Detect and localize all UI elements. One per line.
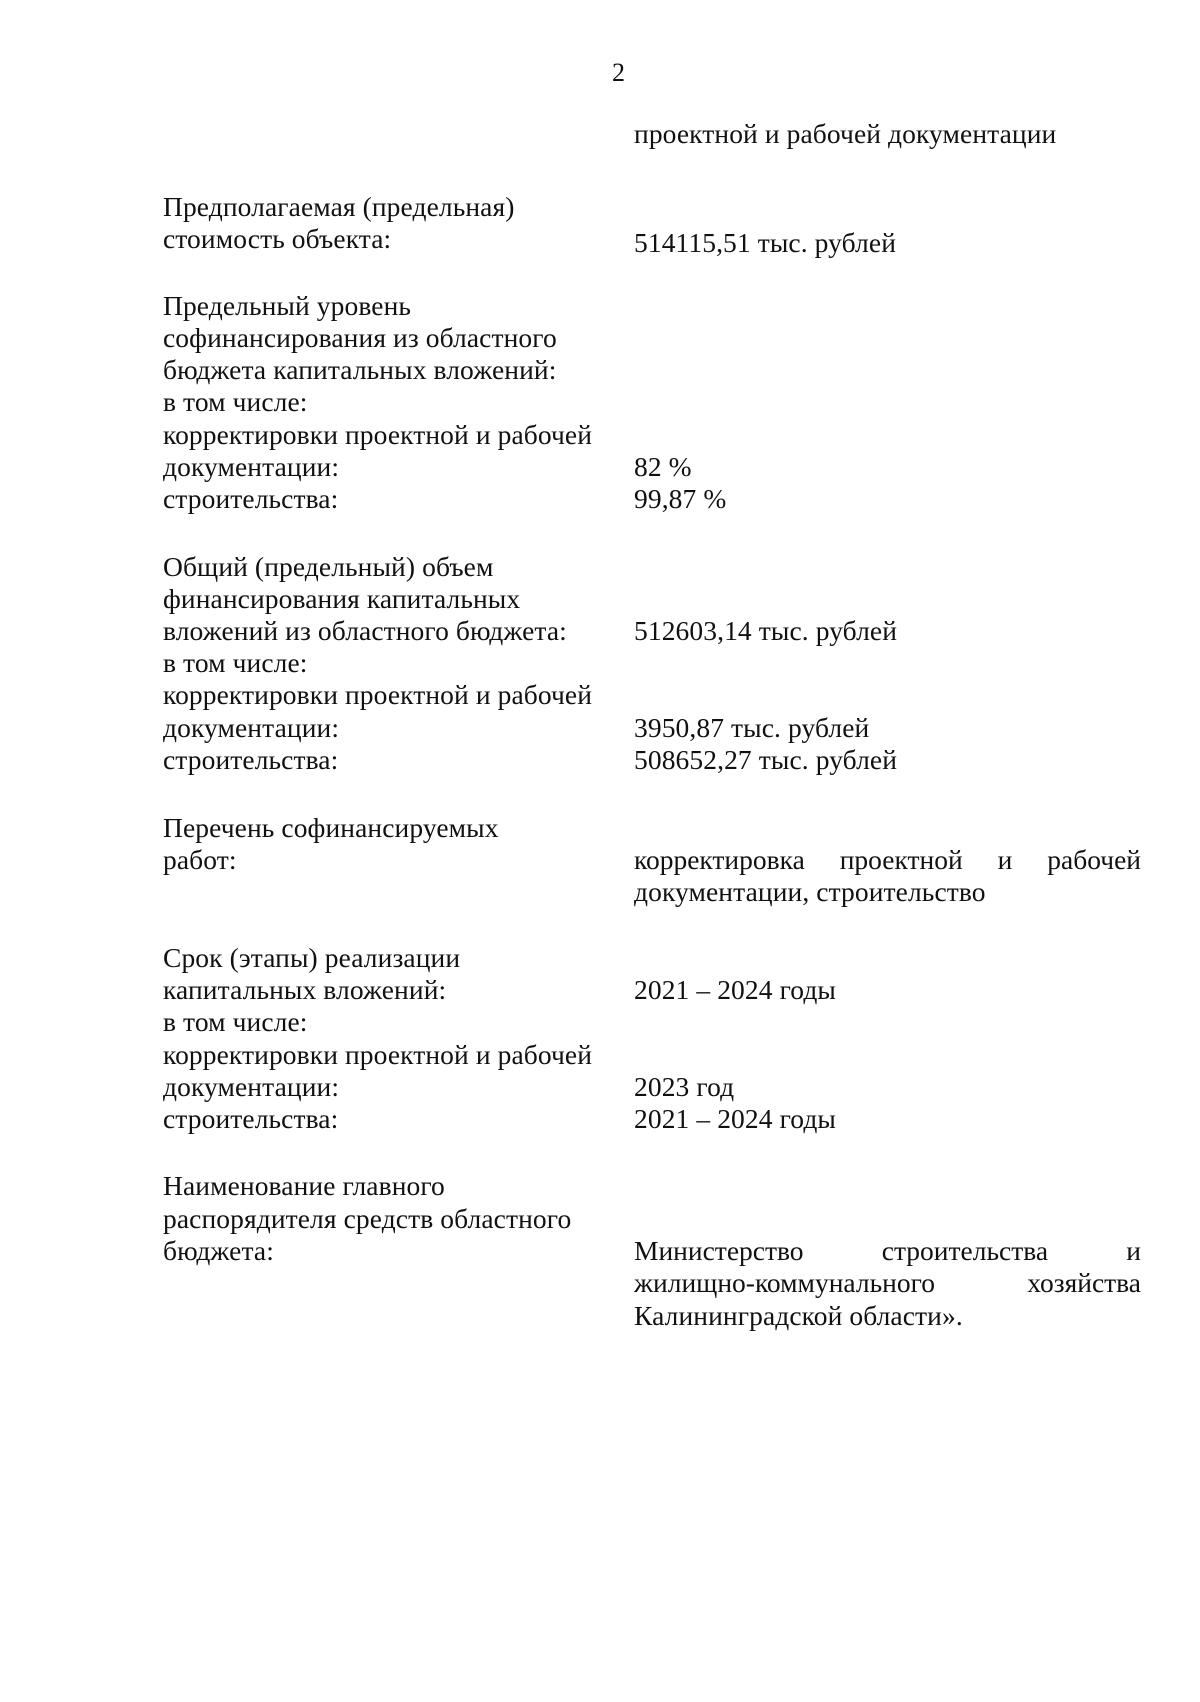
- manager-value-line-2: [634, 1267, 1141, 1299]
- terms-label-4: корректировки проектной и рабочей: [163, 1039, 593, 1070]
- manager-value-line-1: [634, 1235, 1141, 1267]
- fin-value-docs: 3950,87 тыс. рублей: [634, 712, 870, 743]
- terms-value-construction: 2021 – 2024 годы: [634, 1103, 836, 1134]
- works-value-line-1: [634, 844, 1141, 876]
- manager-label-2: распорядителя средств областного: [163, 1203, 572, 1234]
- works-word-2: проектной: [839, 844, 963, 875]
- fin-label-6: документации:: [163, 712, 340, 743]
- fin-label-5: корректировки проектной и рабочей: [163, 679, 593, 710]
- works-word-3: и: [997, 844, 1013, 875]
- cofin-label-7: строительства:: [163, 483, 339, 514]
- cofin-label-2: софинансирования из областного: [163, 322, 557, 353]
- fin-label-4: в том числе:: [163, 647, 308, 678]
- cofin-value-docs: 82 %: [634, 451, 692, 482]
- fin-value-construction: 508652,27 тыс. рублей: [634, 744, 898, 775]
- manager-label-3: бюджета:: [163, 1235, 274, 1266]
- cofin-label-1: Предельный уровень: [163, 290, 412, 321]
- works-value-line-2: документации, строительство: [634, 876, 986, 907]
- continuation-text: проектной и рабочей документации: [634, 118, 1057, 149]
- manager-word-3: и: [1126, 1235, 1141, 1266]
- fin-label-3: вложений из областного бюджета:: [163, 615, 567, 646]
- cofin-label-4: в том числе:: [163, 386, 308, 417]
- cofin-label-5: корректировки проектной и рабочей: [163, 419, 593, 450]
- works-label-2: работ:: [163, 844, 237, 875]
- works-label-1: Перечень софинансируемых: [163, 812, 499, 843]
- fin-label-1: Общий (предельный) объем: [163, 551, 494, 582]
- manager-word-2: строительства: [881, 1235, 1049, 1266]
- terms-label-5: документации:: [163, 1071, 340, 1102]
- manager-word-5: хозяйства: [1027, 1267, 1141, 1298]
- works-word-4: рабочей: [1047, 844, 1141, 875]
- terms-value-total: 2021 – 2024 годы: [634, 974, 836, 1005]
- cost-value: 514115,51 тыс. рублей: [634, 227, 897, 258]
- works-word-1: корректировка: [634, 844, 805, 875]
- fin-label-7: строительства:: [163, 744, 339, 775]
- page-number: 2: [612, 58, 625, 87]
- terms-label-1: Срок (этапы) реализации: [163, 942, 461, 973]
- manager-word-1: Министерство: [634, 1235, 804, 1266]
- fin-label-2: финансирования капитальных: [163, 583, 521, 614]
- terms-label-6: строительства:: [163, 1103, 339, 1134]
- cofin-value-construction: 99,87 %: [634, 483, 727, 514]
- cost-label-1: Предполагаемая (предельная): [163, 191, 515, 222]
- terms-label-3: в том числе:: [163, 1006, 308, 1037]
- terms-value-docs: 2023 год: [634, 1071, 735, 1102]
- cofin-label-3: бюджета капитальных вложений:: [163, 354, 557, 385]
- fin-value-total: 512603,14 тыс. рублей: [634, 615, 898, 646]
- cofin-label-6: документации:: [163, 451, 340, 482]
- manager-label-1: Наименование главного: [163, 1170, 445, 1201]
- manager-word-4: жилищно-коммунального: [634, 1267, 935, 1298]
- manager-value-line-3: Калининградской области».: [634, 1300, 963, 1331]
- terms-label-2: капитальных вложений:: [163, 974, 447, 1005]
- cost-label-2: стоимость объекта:: [163, 223, 392, 254]
